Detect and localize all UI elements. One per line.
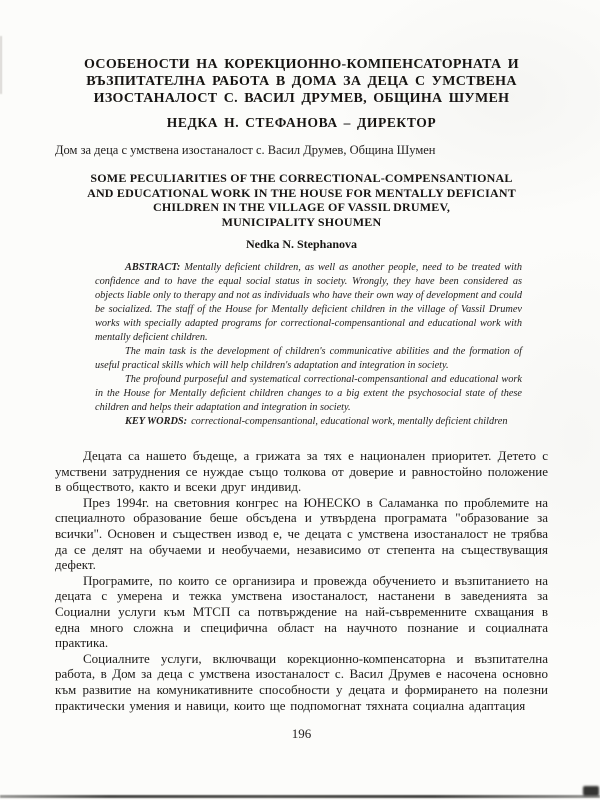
scan-artifact-bottom-line — [0, 795, 600, 798]
body-paragraph-3: Програмите, по които се организира и провежда обучението и възпитанието на децата с умерена и тежка умствена изостаналост, настанени в заведенията за Социални услуги към МТСП са потвърждение на най-съвременните схващания в една много сложна и специфична област на научното познание и социалната практика. — [55, 572, 548, 651]
scan-artifact-left-edge — [0, 36, 2, 94]
title-bg-line-1: ОСОБЕНОСТИ НА КОРЕКЦИОННО-КОМПЕНСАТОРНАТА И — [84, 57, 519, 72]
body-paragraph-2: През 1994г. на световния конгрес на ЮНЕСКО в Саламанка по проблемите на специалното образование беше обсъдена и утвърдена програмата "образование за всички". Основен и съществен извод е, че децата с умствена изостаналост не трябва да се делят на обучаеми и необучаеми, независимо от степента на съществуващия дефект. — [55, 494, 548, 573]
affiliation-line: Дом за деца с умствена изостаналост с. Васил Друмев, Община Шумен — [55, 143, 436, 157]
article-title-bulgarian — [55, 56, 548, 107]
keywords-label: KEY WORDS: — [125, 416, 188, 427]
page-number: 196 — [291, 726, 312, 742]
author-line-english: Nedka N. Stephanova — [245, 237, 358, 251]
author-line-bulgarian: НЕДКА Н. СТЕФАНОВА – ДИРЕКТОР — [166, 115, 437, 130]
title-bg-line-2: ВЪЗПИТАТЕЛНА РАБОТА В ДОМА ЗА ДЕЦА С УМСТВЕНА — [86, 74, 517, 89]
title-en-line-4: MUNICIPALITY SHOUMEN — [221, 214, 382, 229]
title-en-line-2: AND EDUCATIONAL WORK IN THE HOUSE FOR MENTALLY DEFICIANT — [87, 185, 516, 200]
abstract-block — [95, 261, 522, 429]
keywords-paragraph — [95, 415, 522, 429]
abstract-paragraph-1 — [95, 261, 522, 345]
scan-artifact-corner-blob — [583, 786, 599, 796]
article-body — [55, 448, 548, 713]
article-title-english — [55, 171, 548, 229]
body-paragraph-4: Социалните услуги, включващи корекционно-компенсаторна и възпитателна работа, в Дом за деца с умствена изостаналост с. Васил Друмев е насочена основно към развитие на комуникативните способности у децата и формирането на полезни практически умения и навици, които ще подпомогнат тяхната социална адаптация — [55, 650, 548, 713]
abstract-paragraph-1-text: Mentally deficient children, as well as another people, need to be treated with confidence and to have the equal social status in society. Wrongly, they have been considered as objects liable only to therapy and not as individuals who have their own way of development and could be socialized. The staff of the House for Mentally deficient children in the village of Vassil Drumev works with specially adapted programs for correctional-compensantional and educational work with mentally deficient children. — [95, 262, 522, 343]
abstract-label: ABSTRACT: — [125, 262, 181, 273]
body-paragraph-1: Децата са нашето бъдеще, а грижата за тях е национален приоритет. Детето с умствени затруднения се нуждае също толкова от доверие и равностойно положение в обществото, както и всеки друг индивид. — [55, 448, 548, 495]
title-bg-line-3: ИЗОСТАНАЛОСТ С. ВАСИЛ ДРУМЕВ, ОБЩИНА ШУМЕН — [93, 91, 510, 106]
title-en-line-1: SOME PECULIARITIES OF THE CORRECTIONAL-COMPENSANTIONAL — [90, 171, 513, 185]
keywords-text: correctional-compensantional, educational work, mentally deficient children — [191, 416, 508, 427]
title-en-line-3: CHILDREN IN THE VILLAGE OF VASSIL DRUMEV, — [152, 200, 451, 214]
abstract-paragraph-3: The profound purposeful and systematical correctional-compensantional and educational work in the House for Mentally deficient children changes to a big extent the psychosocial state of these children and helps their adaptation and integration in society. — [95, 374, 522, 413]
abstract-paragraph-2: The main task is the development of children's communicative abilities and the formation of useful practical skills which will help children's adaptation and integration in society. — [95, 346, 522, 371]
